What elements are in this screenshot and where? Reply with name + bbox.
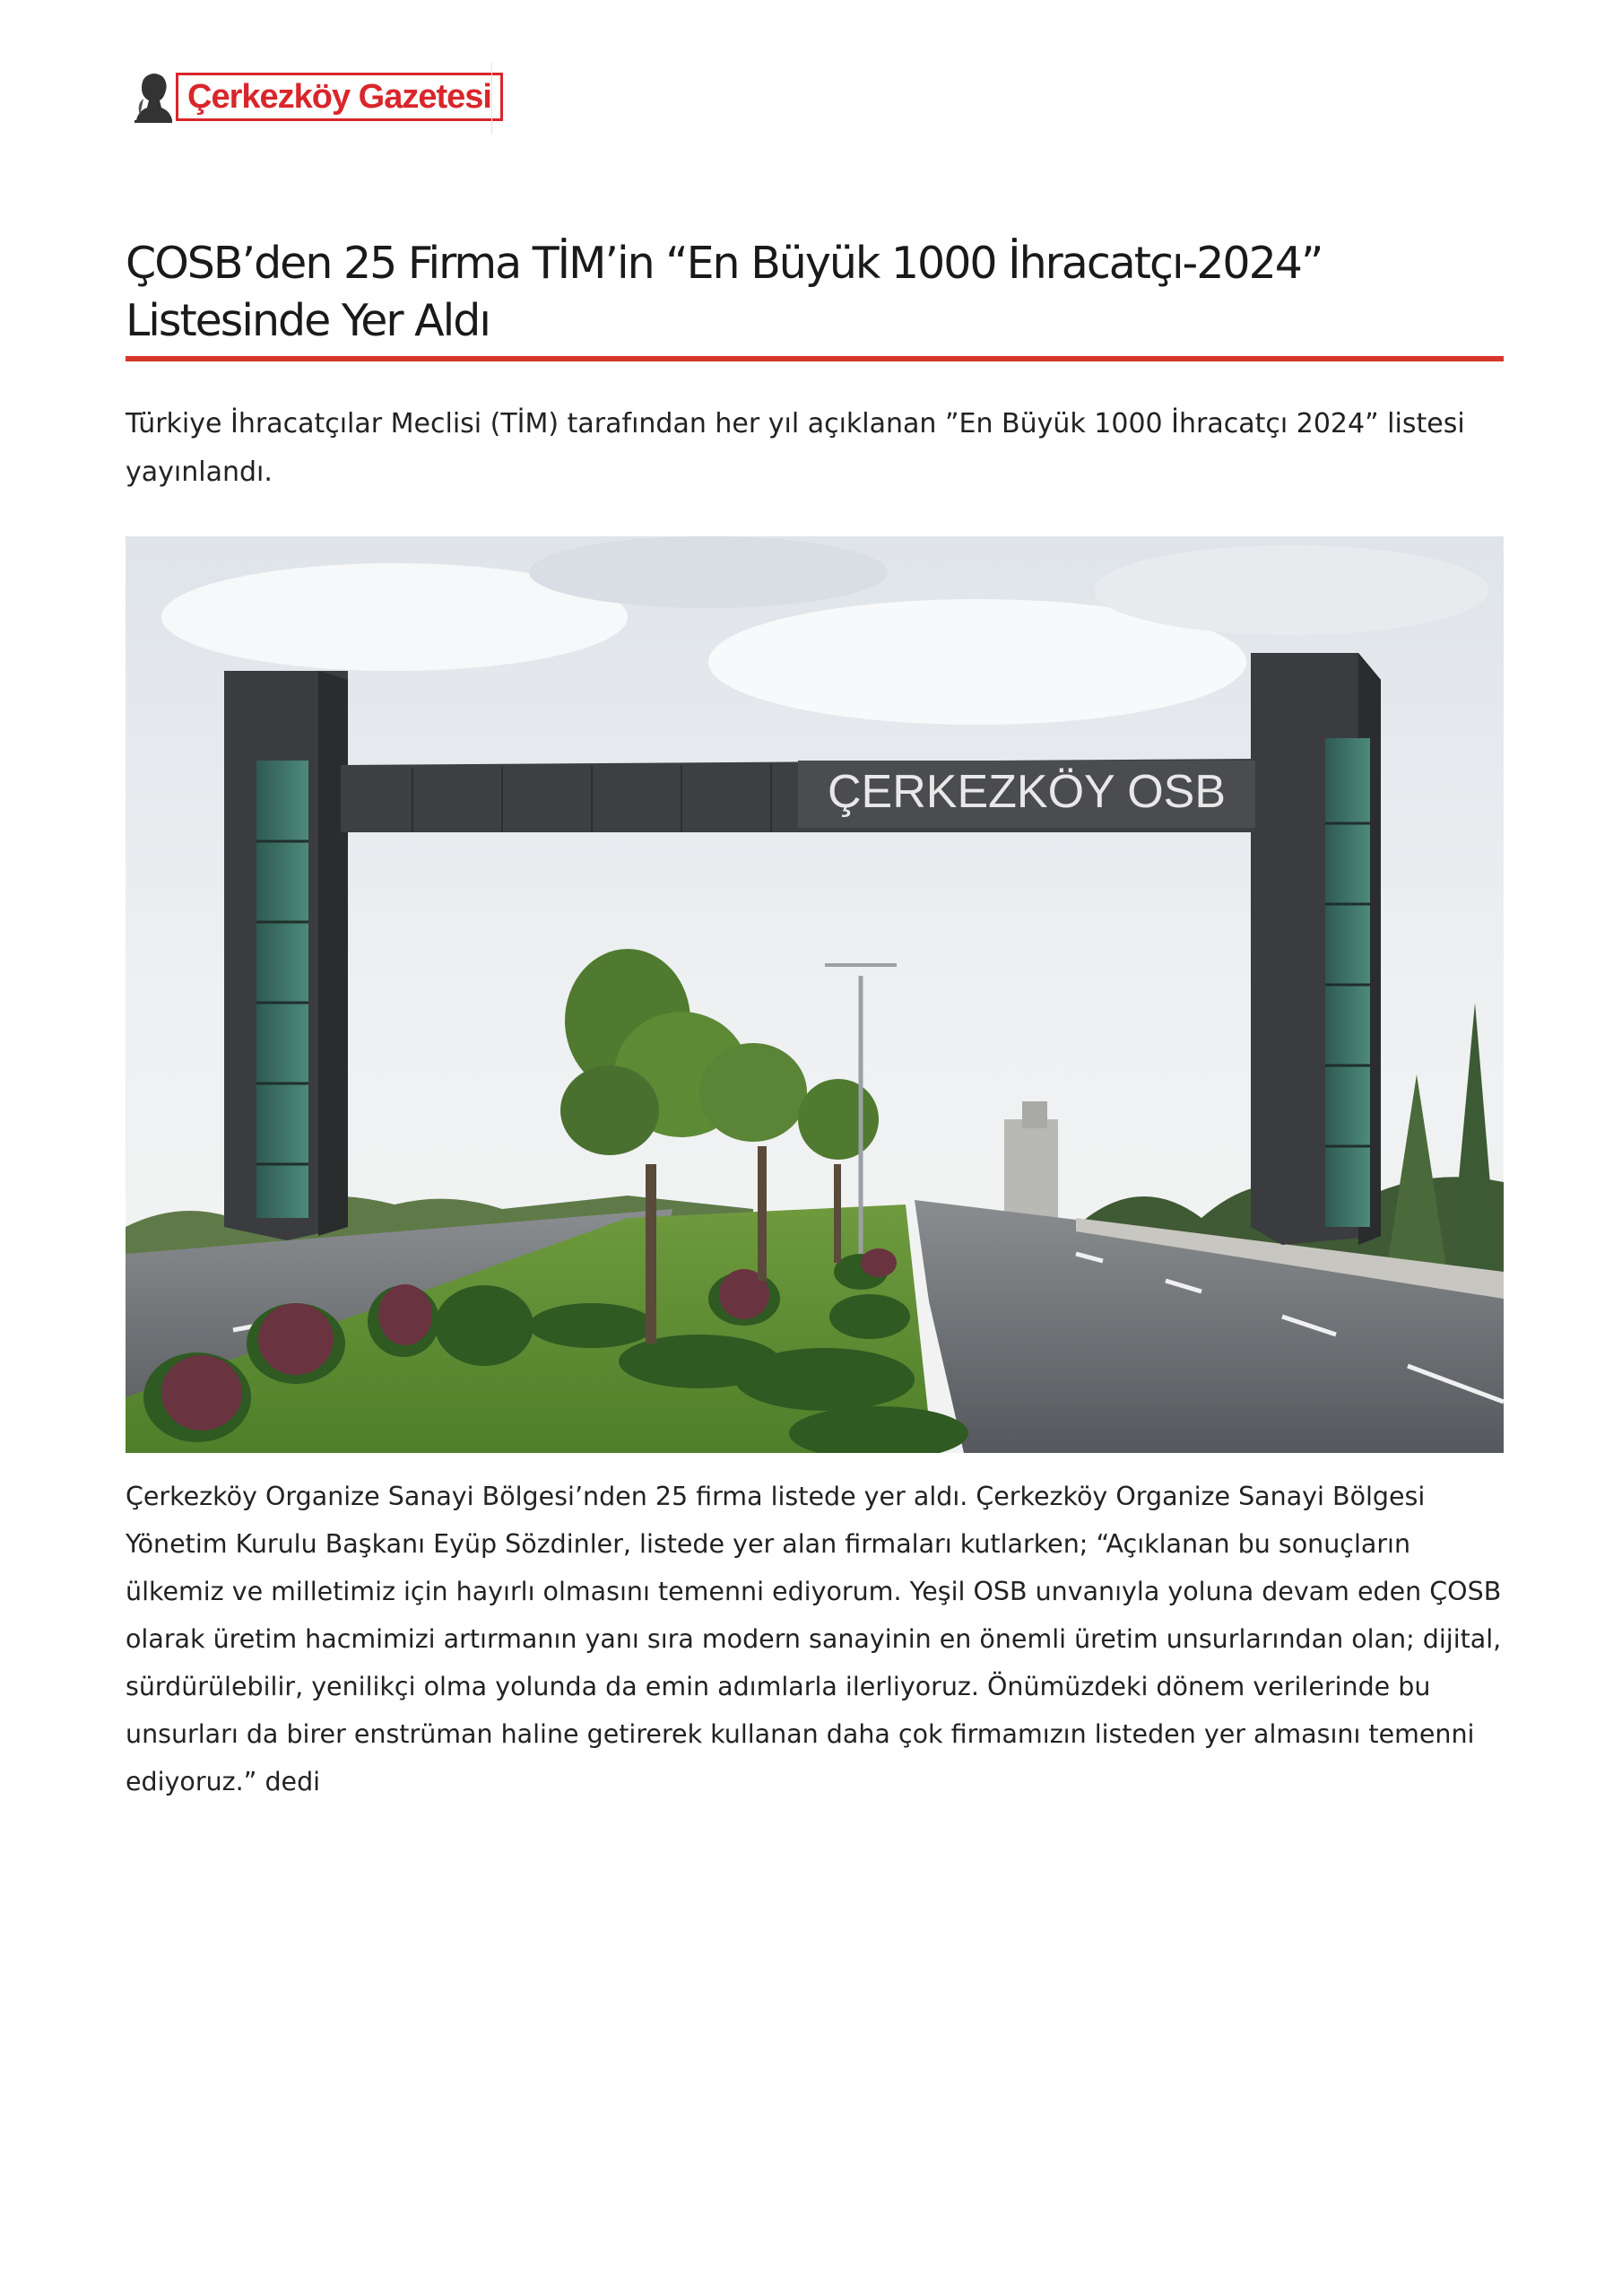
logo-text: Çerkezköy Gazetesi <box>187 77 491 116</box>
osb-gate-photo <box>126 536 1504 1453</box>
article-title: ÇOSB’den 25 Firma TİM’in “En Büyük 1000 İhracatçı-2024” Listesinde Yer Aldı <box>126 238 1323 346</box>
gate-sign-text: ÇERKEZKÖY OSB <box>827 766 1227 818</box>
article-photo <box>126 536 1504 1453</box>
article-lead: Türkiye İhracatçılar Meclisi (TİM) tarafından her yıl açıklanan ”En Büyük 1000 İhracatçı 2024” listesi yayınlandı. <box>126 408 1465 488</box>
logo-wordmark-box <box>176 73 503 121</box>
site-logo[interactable] <box>133 66 491 127</box>
bust-logo-icon <box>133 68 174 126</box>
header-divider <box>491 63 492 135</box>
title-underline <box>126 356 1504 361</box>
article-body: Çerkezköy Organize Sanayi Bölgesi’nden 25 firma listede yer aldı. Çerkezköy Organize Sanayi Bölgesi Yönetim Kurulu Başkanı Eyüp Sözdinler, listede yer alan firmaları kutlarken; “Açıklanan bu sonuçların ülkemiz ve milletimiz için hayırlı olmasını temenni ediyorum. Yeşil OSB unvanıyla yoluna devam eden ÇOSB olarak üretim hacmimizi artırmanın yanı sıra modern sanayinin en önemli üretim unsurlarından olan; dijital, sürdürülebilir, yenilikçi olma yolunda da emin adımlarla ilerliyoruz. Önümüzdeki dönem verilerinde bu unsurları da birer enstrüman haline getirerek kullanan daha çok firmamızın listeden yer almasını temenni ediyoruz.” dedi <box>126 1482 1502 1796</box>
